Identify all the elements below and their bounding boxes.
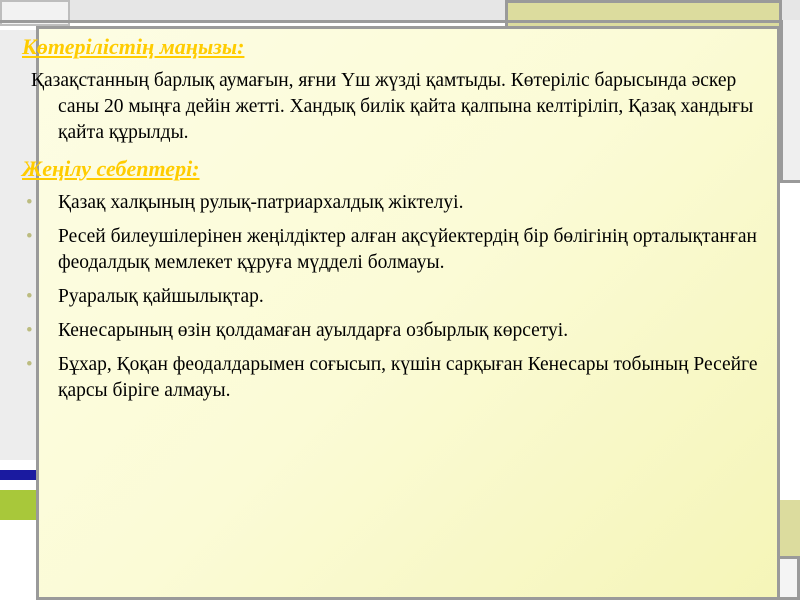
decor-line-top bbox=[0, 20, 800, 23]
defeat-reasons-list bbox=[22, 190, 782, 404]
decor-green-block bbox=[0, 490, 36, 520]
section-heading-significance: Көтерілістің маңызы: bbox=[22, 34, 245, 59]
section-heading-defeat-reasons: Жеңілу себептері: bbox=[22, 156, 200, 181]
decor-line-right bbox=[780, 180, 800, 183]
decor-right-box bbox=[780, 20, 800, 180]
list-item-text: Бұхар, Қоқан феодалдарымен соғысып, күшін сарқыған Кенесары тобының Ресейге қарсы біріге алмауы. bbox=[58, 354, 758, 401]
list-item bbox=[22, 190, 782, 216]
list-item-text: Ресей билеушілерінен жеңілдіктер алған ақсүйектердің бір бөлігінің орталықтанған феодалдық мемлекет құруға мүдделі болмауы. bbox=[58, 226, 757, 273]
slide-content bbox=[22, 34, 782, 412]
list-item bbox=[22, 318, 782, 344]
bullet-dot-icon: • bbox=[26, 226, 33, 247]
significance-paragraph: Қазақстанның барлық аумағын, яғни Үш жүзді қамтыды. Көтеріліс барысында әскер саны 20 мыңға дейін жетті. Хандық билік қайта қалпына келтіріліп, Қазақ хандығы қайта құрылды. bbox=[31, 70, 754, 143]
list-item-text: Руаралық қайшылықтар. bbox=[58, 286, 264, 307]
decor-blue-bar bbox=[0, 470, 36, 480]
bullet-dot-icon: • bbox=[26, 320, 33, 341]
bullet-dot-icon: • bbox=[26, 354, 33, 375]
bullet-dot-icon: • bbox=[26, 286, 33, 307]
list-item-text: Қазақ халқының рулық-патриархалдық жіктелуі. bbox=[58, 192, 464, 213]
list-item bbox=[22, 352, 782, 404]
list-item-text: Кенесарының өзін қолдамаған ауылдарға озбырлық көрсетуі. bbox=[58, 320, 569, 341]
list-item bbox=[22, 284, 782, 310]
list-item bbox=[22, 224, 782, 276]
bullet-dot-icon: • bbox=[26, 192, 33, 213]
